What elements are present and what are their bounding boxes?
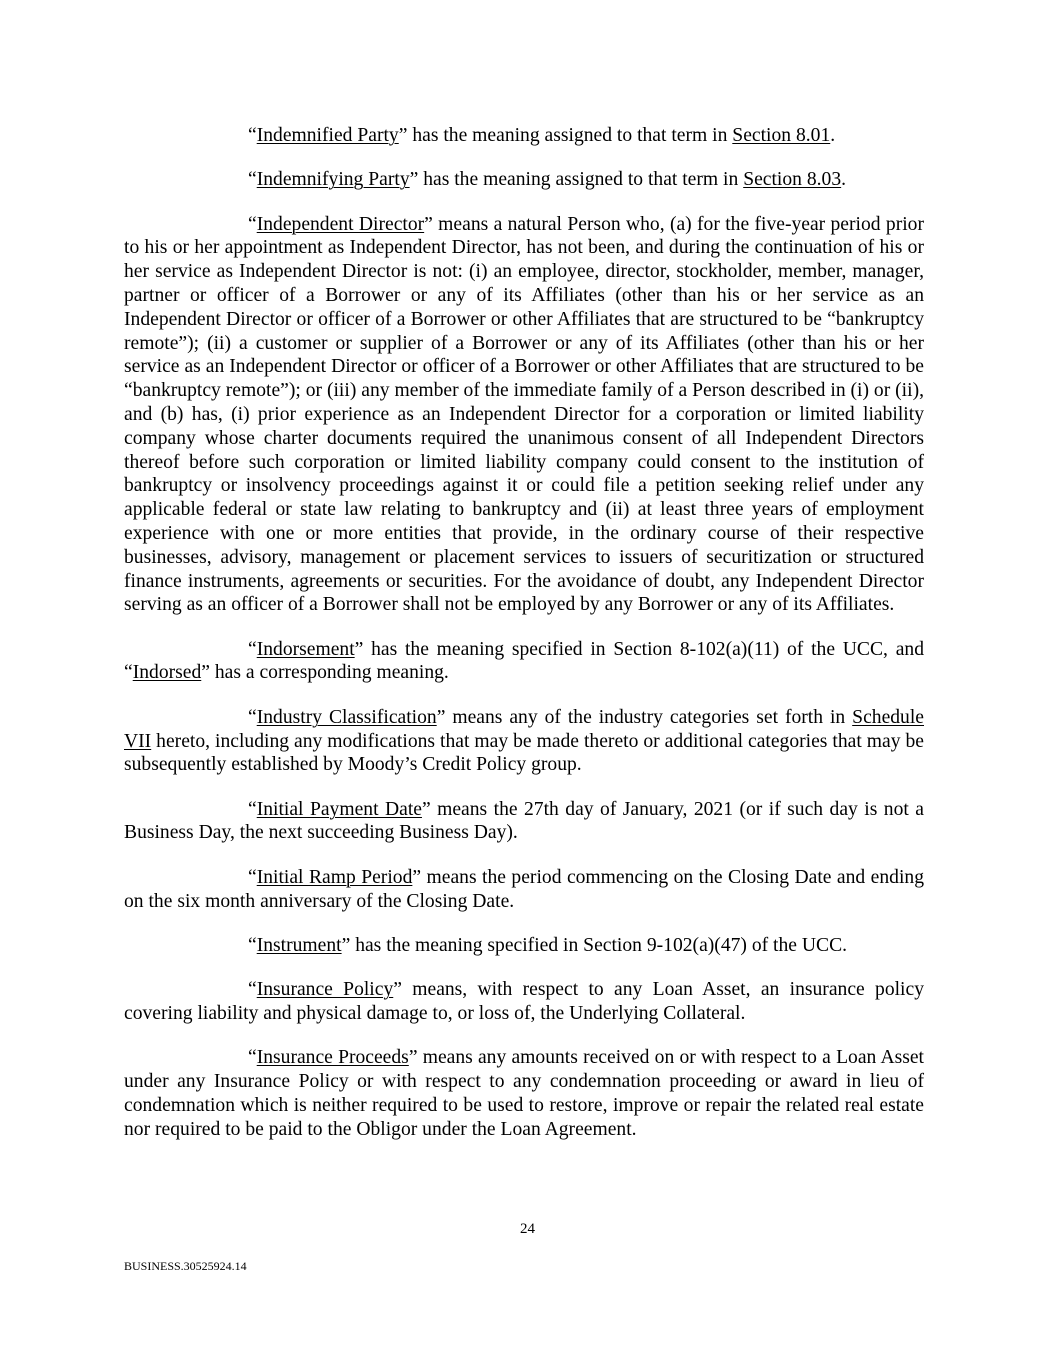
definition-text: hereto, including any modifications that may be made thereto or additional categories that may be subsequently established by Moody’s Credit Policy group. [124, 730, 924, 776]
page-number: 24 [520, 1221, 535, 1237]
defined-term: Indemnifying Party [256, 169, 410, 191]
defined-term: Indorsed [132, 662, 202, 684]
open-quote: “ [248, 213, 257, 235]
open-quote: “ [248, 934, 257, 956]
document-id: BUSINESS.30525924.14 [124, 1259, 247, 1273]
definition-indemnifying-party [124, 168, 924, 192]
definition-text: ” has the meaning assigned to that term in [398, 125, 733, 146]
open-quote: “ [248, 706, 257, 728]
defined-term: Insurance Proceeds [256, 1047, 409, 1069]
defined-term: Initial Ramp Period [256, 866, 413, 888]
definition-text: ” has a corresponding meaning. [201, 662, 449, 684]
definition-text: ” means the 27th day of January, 2021 (or if such day is not a Business Day, the next succeeding Business Day). [124, 798, 924, 844]
schedule-reference: Schedule VII [124, 706, 924, 752]
definition-text: ” means, with respect to any Loan Asset, an insurance policy covering liability and physical damage to, or loss of, the Underlying Collateral. [124, 979, 924, 1024]
definition-initial-payment-date [124, 798, 924, 846]
definition-text: ” has the meaning specified in Section 8-102(a)(11) of the UCC, and “ [124, 638, 924, 684]
open-quote: “ [248, 979, 257, 1001]
defined-term: Independent Director [256, 213, 425, 235]
definition-text: ” means the period commencing on the Closing Date and ending on the six month anniversary of the Closing Date. [124, 866, 924, 912]
defined-term: Industry Classification [256, 706, 437, 728]
defined-term: Initial Payment Date [256, 798, 422, 820]
definition-text: . [830, 125, 836, 146]
definition-text: ” means a natural Person who, (a) for the five-year period prior to his or her appointment as Independent Director, has not been, and during the continuation of his or her service as Independent Director is not: (i) an employee, director, stockholder, member, manager, partner or officer of a Borrower or any of its Affiliates (other than his or her service as an Independent Director or officer of a Borrower or other Affiliates that are structured to be “bankruptcy remote”); (ii) a customer or supplier of a Borrower or any of its Affiliates (other than his or her service as an Independent Director or officer of a Borrower or other Affiliates that are structured to be “bankruptcy remote”); or (iii) any member of the immediate family of a Person described in (i) or (ii), and (b) has, (i) prior experience as an Independent Director for a corporation or limited liability company whose charter documents required the unanimous consent of all Independent Directors thereof before such corporation or limited liability company could consent to the institution of bankruptcy or insolvency proceedings against it or could file a petition seeking relief under any applicable federal or state law relating to bankruptcy and (ii) at least three years of employment experience with one or more entities that provide, in the ordinary course of their respective businesses, advisory, management or placement services to issuers of securitization or structured finance instruments, agreements or securities. For the avoidance of doubt, any Independent Director serving as an officer of a Borrower shall not be employed by any Borrower or any of its Affiliates. [124, 213, 924, 616]
definition-text: ” means any amounts received on or with respect to a Loan Asset under any Insurance Policy or with respect to any condemnation proceeding or award in lieu of condemnation which is neither required to be used to restore, improve or repair the related real estate nor required to be paid to the Obligor under the Loan Agreement. [124, 1047, 924, 1140]
definition-text: ” means any of the industry categories set forth in [436, 706, 853, 728]
definition-instrument [124, 934, 924, 958]
section-reference: Section 8.01 [732, 125, 831, 146]
section-reference: Section 8.03 [743, 169, 842, 191]
definition-indorsement [124, 638, 924, 686]
definition-text: ” has the meaning specified in Section 9-102(a)(47) of the UCC. [341, 934, 848, 956]
definition-initial-ramp-period [124, 866, 924, 914]
definition-insurance-policy [124, 978, 924, 1026]
definition-insurance-proceeds [124, 1046, 924, 1141]
open-quote: “ [248, 169, 257, 191]
definition-text: . [841, 169, 847, 191]
defined-term: Indemnified Party [256, 125, 399, 146]
document-body [124, 124, 924, 1162]
open-quote: “ [248, 125, 257, 146]
defined-term: Indorsement [256, 638, 355, 660]
open-quote: “ [248, 1047, 257, 1069]
open-quote: “ [248, 866, 257, 888]
definition-indemnified-party [124, 124, 924, 148]
defined-term: Instrument [256, 934, 342, 956]
open-quote: “ [248, 798, 257, 820]
definition-text: ” has the meaning assigned to that term in [409, 169, 744, 191]
defined-term: Insurance Policy [256, 979, 394, 1001]
open-quote: “ [248, 638, 257, 660]
definition-industry-classification [124, 706, 924, 777]
definition-independent-director [124, 213, 924, 618]
